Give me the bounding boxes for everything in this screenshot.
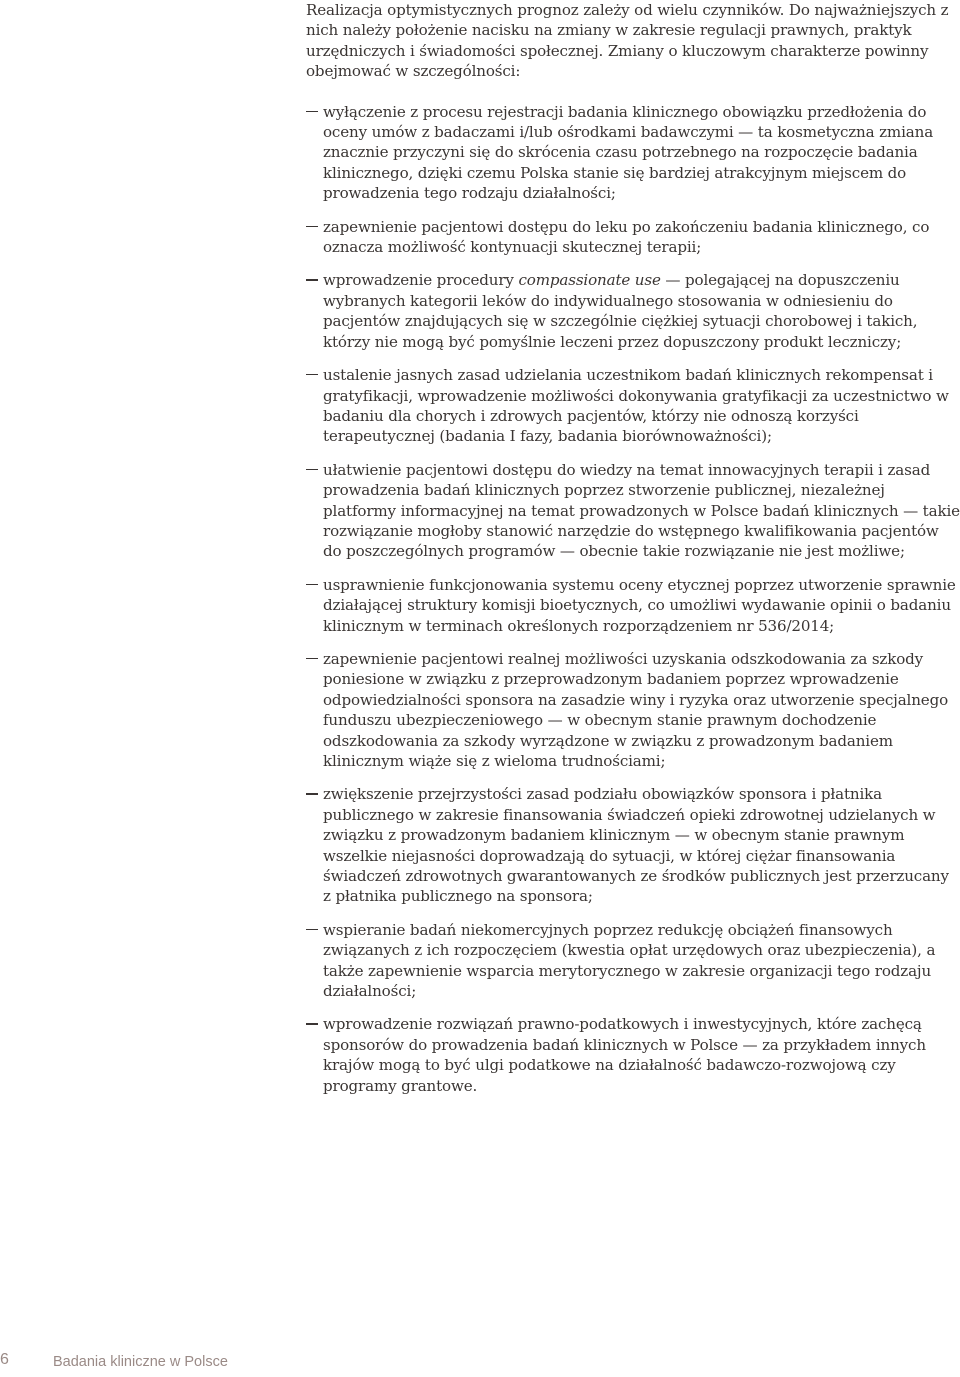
list-item <box>306 649 960 771</box>
dash-bullet-icon <box>306 374 318 375</box>
list-item <box>306 365 960 447</box>
list-item-text <box>323 271 917 350</box>
list-item <box>306 1014 960 1096</box>
dash-bullet-icon <box>306 469 318 470</box>
italic-term: compassionate use <box>518 271 661 290</box>
list-item-text-start: wprowadzenie procedury <box>323 271 519 290</box>
dash-bullet-icon <box>306 279 318 280</box>
dash-bullet-icon <box>306 793 318 794</box>
list-item <box>306 784 960 906</box>
dash-bullet-icon <box>306 929 318 930</box>
list-item-text: ustalenie jasnych zasad udzielania uczestnikom badań klinicznych rekompensat i gratyfikacji, wprowadzenie możliwości dokonywania gratyfikacji za uczestnictwo w badaniu dla chorych i zdrowych pacjentów, którzy nie odnoszą korzyści terapeutycznej (badania I fazy, badania biorównoważności); <box>323 366 949 446</box>
page-footer <box>0 1351 400 1375</box>
page-number: 6 <box>0 1351 9 1368</box>
list-item <box>306 920 960 1002</box>
list-item-text: zapewnienie pacjentowi dostępu do leku po zakończeniu badania klinicznego, co oznacza możliwość kontynuacji skutecznej terapii; <box>323 217 930 257</box>
intro-paragraph: Realizacja optymistycznych prognoz zależy od wielu czynników. Do najważniejszych z nich należy położenie nacisku na zmiany w zakresie regulacji prawnych, praktyk urzędniczych i świadomości społecznej. Zmiany o kluczowym charakterze powinny obejmować w szczególności: <box>306 1 949 81</box>
list-item-text: zapewnienie pacjentowi realnej możliwości uzyskania odszkodowania za szkody poniesione w związku z przeprowadzonym badaniem poprzez wprowadzenie odpowiedzialności sponsora na zasadzie winy i ryzyka oraz utworzenie specjalnego funduszu ubezpieczeniowego — w obecnym stanie prawnym dochodzenie odszkodowania za szkody wyrządzone w związku z prowadzonym badaniem klinicznym wiąże się z wieloma trudnościami; <box>323 649 949 770</box>
dash-bullet-icon <box>306 226 318 227</box>
list-item-text: usprawnienie funkcjonowania systemu oceny etycznej poprzez utworzenie sprawnie działającej struktury komisji bioetycznych, co umożliwi wydawanie opinii o badaniu klinicznym w terminach określonych rozporządzeniem nr 536/2014; <box>323 575 956 635</box>
dash-bullet-icon <box>306 1023 318 1024</box>
list-item-text: wyłączenie z procesu rejestracji badania klinicznego obowiązku przedłożenia do oceny umów z badaczami i/lub ośrodkami badawczymi — ta kosmetyczna zmiana znacznie przyczyni się do skrócenia czasu potrzebnego na rozpoczęcie badania klinicznego, dzięki czemu Polska stanie się bardziej atrakcyjnym miejscem do prowadzenia tego rodzaju działalności; <box>323 102 934 203</box>
list-item <box>306 217 960 258</box>
list-item <box>306 460 960 562</box>
list-item-text-end: — polegającej na dopuszczeniu wybranych kategorii leków do indywidualnego stosowania w odniesieniu do pacjentów znajdujących się w szczególnie ciężkiej sytuacji chorobowej i takich, którzy nie mogą być pomyślnie leczeni przez dopuszczony produkt leczniczy; <box>323 271 918 351</box>
list-item <box>306 575 960 636</box>
recommendations-list <box>306 102 960 1096</box>
list-item-text: ułatwienie pacjentowi dostępu do wiedzy na temat innowacyjnych terapii i zasad prowadzenia badań klinicznych poprzez stworzenie publicznej, niezależnej platformy informacyjnej na temat prowadzonych w Polsce badań klinicznych — takie rozwiązanie mogłoby stanowić narzędzie do wstępnego kwalifikowania pacjentów do poszczególnych programów — obecnie takie rozwiązanie nie jest możliwe; <box>323 460 960 561</box>
dash-bullet-icon <box>306 658 318 659</box>
running-title: Badania kliniczne w Polsce <box>53 1354 228 1370</box>
list-item <box>306 102 960 204</box>
list-item-text: wprowadzenie rozwiązań prawno-podatkowych i inwestycyjnych, które zachęcą sponsorów do prowadzenia badań klinicznych w Polsce — za przykładem innych krajów mogą to być ulgi podatkowe na działalność badawczo-rozwojową czy programy grantowe. <box>323 1015 926 1095</box>
list-item-text: zwiększenie przejrzystości zasad podziału obowiązków sponsora i płatnika publicznego w zakresie finansowania świadczeń opieki zdrowotnej udzielanych w związku z prowadzonym badaniem klinicznym — w obecnym stanie prawnym wszelkie niejasności doprowadzają do sytuacji, w której ciężar finansowania świadczeń zdrowotnych gwarantowanych ze środków publicznych jest przerzucany z płatnika publicznego na sponsora; <box>323 785 949 906</box>
document-body <box>306 0 960 1109</box>
list-item-text: wspieranie badań niekomercyjnych poprzez redukcję obciążeń finansowych związanych z ich rozpoczęciem (kwestia opłat urzędowych oraz ubezpieczenia), a także zapewnienie wsparcia merytorycznego w zakresie organizacji tego rodzaju działalności; <box>323 920 936 1001</box>
list-item <box>306 270 960 352</box>
dash-bullet-icon <box>306 584 318 585</box>
dash-bullet-icon <box>306 111 318 112</box>
